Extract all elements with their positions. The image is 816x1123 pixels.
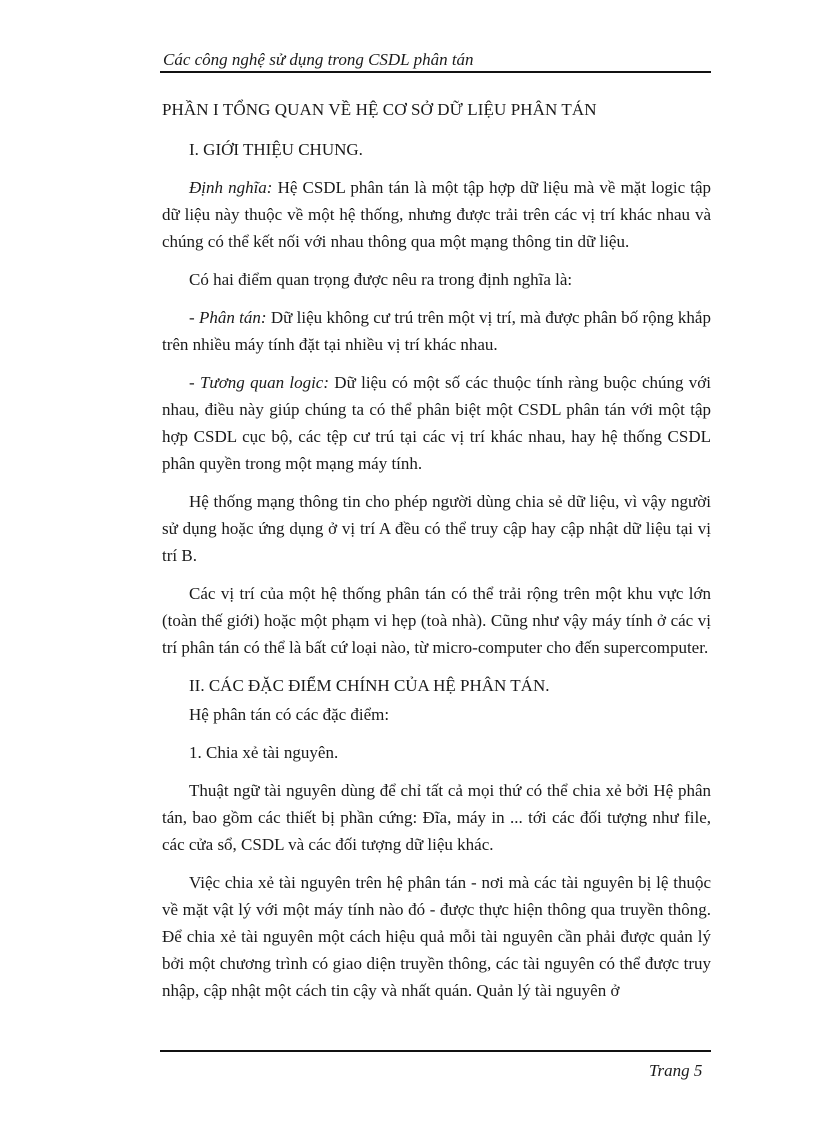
point-logical: [162, 369, 711, 477]
part-title: PHẦN I TỔNG QUAN VỀ HỆ CƠ SỞ DỮ LIỆU PHÂN TÁN: [162, 100, 597, 119]
point-text: Dữ liệu có một số các thuộc tính ràng buộc chúng với nhau, điều này giúp chúng ta có thể phân biệt một CSDL phân tán với một tập hợp CSDL cục bộ, các tệp cư trú tại các vị trí khác nhau, hay hệ thống CSDL phân quyền trong một mạng máy tính.: [162, 373, 712, 473]
locations-paragraph: Các vị trí của một hệ thống phân tán có thể trải rộng trên một khu vực lớn (toàn thế giới) hoặc một phạm vi hẹp (toà nhà). Cũng như vậy máy tính ở các vị trí phân tán có thể là bất cứ loại nào, từ micro-computer cho đến supercomputer.: [162, 584, 711, 657]
running-header: Các công nghệ sử dụng trong CSDL phân tán: [163, 50, 474, 69]
point-distributed: [162, 304, 711, 358]
page-number: Trang 5: [649, 1061, 703, 1080]
definition-text: Hệ CSDL phân tán là một tập hợp dữ liệu mà về mặt logic tập dữ liệu này thuộc về một hệ thống, nhưng được trải trên các vị trí khác nhau và chúng có thể kết nối với nhau thông qua một mạng thông tin dữ liệu.: [162, 178, 711, 251]
features-intro: Hệ phân tán có các đặc điểm:: [189, 705, 390, 724]
footer-rule: [160, 1050, 711, 1052]
subsection-heading-1: 1. Chia xẻ tài nguyên.: [189, 743, 339, 762]
network-paragraph: Hệ thống mạng thông tin cho phép người dùng chia sẻ dữ liệu, vì vậy người sử dụng hoặc ứng dụng ở vị trí A đều có thể truy cập hay cập nhật dữ liệu tại vị trí B.: [162, 492, 711, 565]
definition-label: Định nghĩa:: [189, 178, 273, 197]
page-content: [162, 96, 711, 1004]
point-prefix: -: [189, 373, 200, 392]
point-prefix: -: [189, 308, 199, 327]
header-rule: [160, 71, 711, 73]
definition-paragraph: [162, 174, 711, 255]
section-heading-2: II. CÁC ĐẶC ĐIỂM CHÍNH CỦA HỆ PHÂN TÁN.: [189, 676, 550, 695]
point-label: Phân tán:: [198, 308, 267, 327]
section-heading-1: I. GIỚI THIỆU CHUNG.: [189, 140, 363, 159]
point-label: Tương quan logic:: [199, 373, 330, 392]
resource-term-paragraph: Thuật ngữ tài nguyên dùng để chỉ tất cả mọi thứ có thể chia xẻ bởi Hệ phân tán, bao gồm các thiết bị phần cứng: Đĩa, máy in ... tới các đối tượng như file, các cửa sổ, CSDL và các đối tượng dữ liệu khác.: [162, 781, 711, 854]
key-points-intro: Có hai điểm quan trọng được nêu ra trong định nghĩa là:: [189, 270, 573, 289]
resource-sharing-paragraph: Việc chia xẻ tài nguyên trên hệ phân tán - nơi mà các tài nguyên bị lệ thuộc về mặt vật lý với một máy tính nào đó - được thực hiện thông qua truyền thông. Để chia xẻ tài nguyên một cách hiệu quả mỗi tài nguyên cần phải được quản lý bởi một chương trình có giao diện truyền thông, các tài nguyên có thể được truy nhập, cập nhật một cách tin cậy và nhất quán. Quản lý tài nguyên ở: [162, 873, 711, 1000]
point-text: Dữ liệu không cư trú trên một vị trí, mà được phân bố rộng khắp trên nhiều máy tính đặt tại nhiều vị trí khác nhau.: [162, 308, 711, 354]
